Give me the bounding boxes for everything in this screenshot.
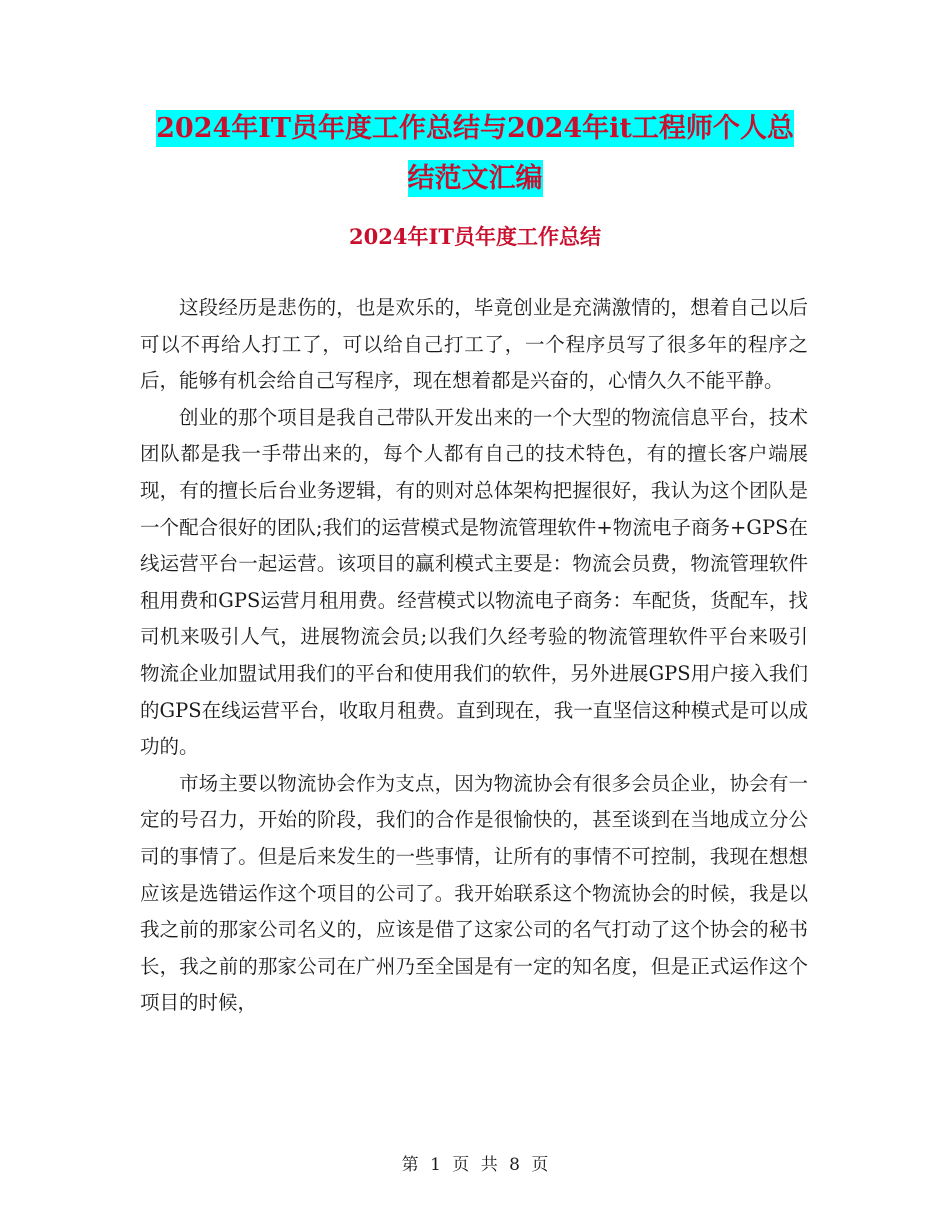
document-title bbox=[140, 104, 810, 204]
paragraph: 市场主要以物流协会作为支点，因为物流协会有很多会员企业，协会有一定的号召力，开始的阶段，我们的合作是很愉快的，甚至谈到在当地成立分公司的事情了。但是后来发生的一些事情，让所有的事情不可控制，我现在想想应该是选错运作这个项目的公司了。我开始联系这个物流协会的时候，我是以我之前的那家公司名义的，应该是借了这家公司的名气打动了这个协会的秘书长，我之前的那家公司在广州乃至全国是有一定的知名度，但是正式运作这个项目的时候， bbox=[140, 771, 808, 1015]
document-body bbox=[140, 290, 808, 1022]
page-footer: 第 1 页 共 8 页 bbox=[401, 1155, 549, 1175]
section-heading: 2024年IT员年度工作总结 bbox=[349, 224, 601, 249]
document-title-line-1: 2024年IT员年度工作总结与2024年it工程师个人总 bbox=[156, 110, 794, 147]
document-title-line-2: 结范文汇编 bbox=[408, 160, 543, 197]
paragraph: 这段经历是悲伤的，也是欢乐的，毕竟创业是充满激情的，想着自己以后可以不再给人打工了，可以给自己打工了，一个程序员写了很多年的程序之后，能够有机会给自己写程序，现在想着都是兴奋的，心情久久不能平静。 bbox=[140, 296, 808, 393]
paragraph: 创业的那个项目是我自己带队开发出来的一个大型的物流信息平台，技术团队都是我一手带出来的，每个人都有自己的技术特色，有的擅长客户端展现，有的擅长后台业务逻辑，有的则对总体架构把握很好，我认为这个团队是一个配合很好的团队;我们的运营模式是物流管理软件+物流电子商务+GPS在线运营平台一起运营。该项目的赢利模式主要是：物流会员费，物流管理软件租用费和GPS运营月租用费。经营模式以物流电子商务：车配货，货配车，找司机来吸引人气，进展物流会员;以我们久经考验的物流管理软件平台来吸引物流企业加盟试用我们的平台和使用我们的软件，另外进展GPS用户接入我们的GPS在线运营平台，收取月租费。直到现在，我一直坚信这种模式是可以成功的。 bbox=[140, 405, 808, 759]
